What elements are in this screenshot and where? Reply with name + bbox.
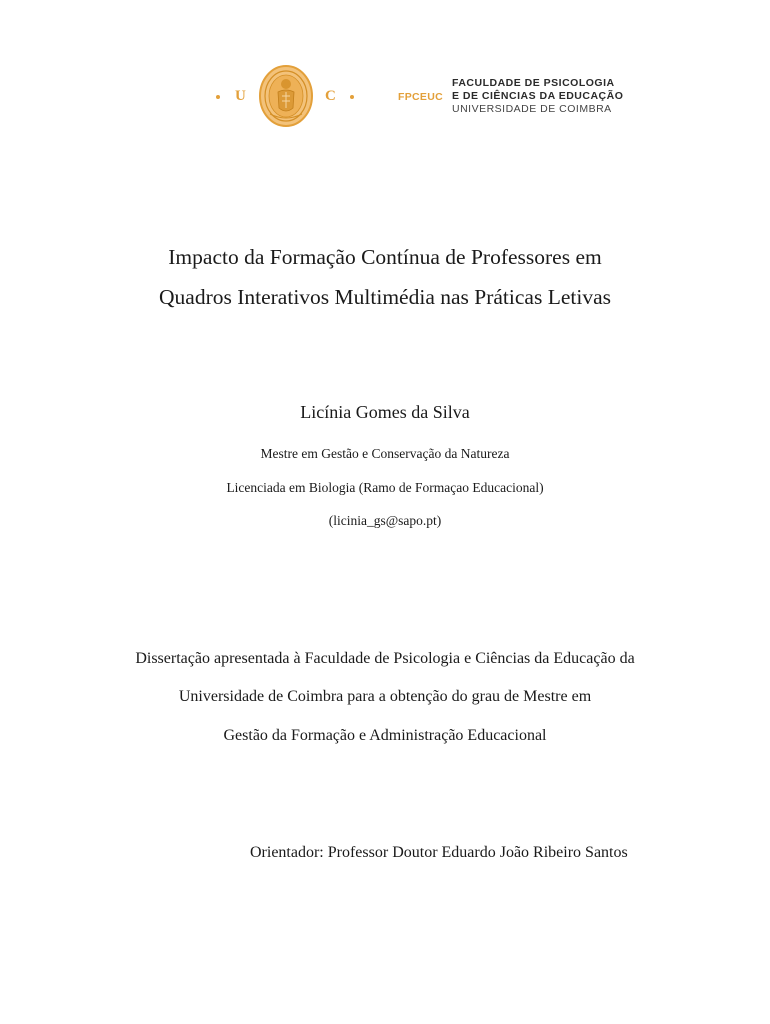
- header-logo: [0, 62, 770, 132]
- dissertation-line-1: Dissertação apresentada à Faculdade de Psicologia e Ciências da Educação da: [135, 650, 635, 667]
- fpceuc-label: FPCEUC: [398, 91, 443, 103]
- dissertation-line-3: Gestão da Formação e Administração Educacional: [223, 727, 547, 744]
- uc-dot-left: [216, 95, 220, 99]
- faculty-line-1: FACULDADE DE PSICOLOGIA: [452, 77, 615, 89]
- title-line-1: Impacto da Formação Contínua de Professores em: [168, 245, 602, 269]
- uc-dot-right: [350, 95, 354, 99]
- uc-letter-c: C: [325, 88, 337, 104]
- author-email: (licinia_gs@sapo.pt): [328, 513, 442, 528]
- faculty-name: [452, 77, 623, 116]
- faculty-line-3: UNIVERSIDADE DE COIMBRA: [452, 103, 612, 115]
- author-degree-1: Mestre em Gestão e Conservação da Natureza: [260, 446, 510, 461]
- author-degree-2: Licenciada em Biologia (Ramo de Formaçao Educacional): [226, 480, 544, 495]
- title-line-2: Quadros Interativos Multimédia nas Práticas Letivas: [159, 285, 611, 309]
- uc-letter-u: U: [235, 88, 247, 104]
- author-name: Licínia Gomes da Silva: [300, 402, 470, 422]
- advisor: Orientador: Professor Doutor Eduardo João Ribeiro Santos: [250, 844, 628, 861]
- faculty-line-2: E DE CIÊNCIAS DA EDUCAÇÃO: [452, 90, 624, 102]
- dissertation-line-2: Universidade de Coimbra para a obtenção do grau de Mestre em: [178, 688, 592, 705]
- university-of-coimbra-seal-icon: [258, 64, 314, 128]
